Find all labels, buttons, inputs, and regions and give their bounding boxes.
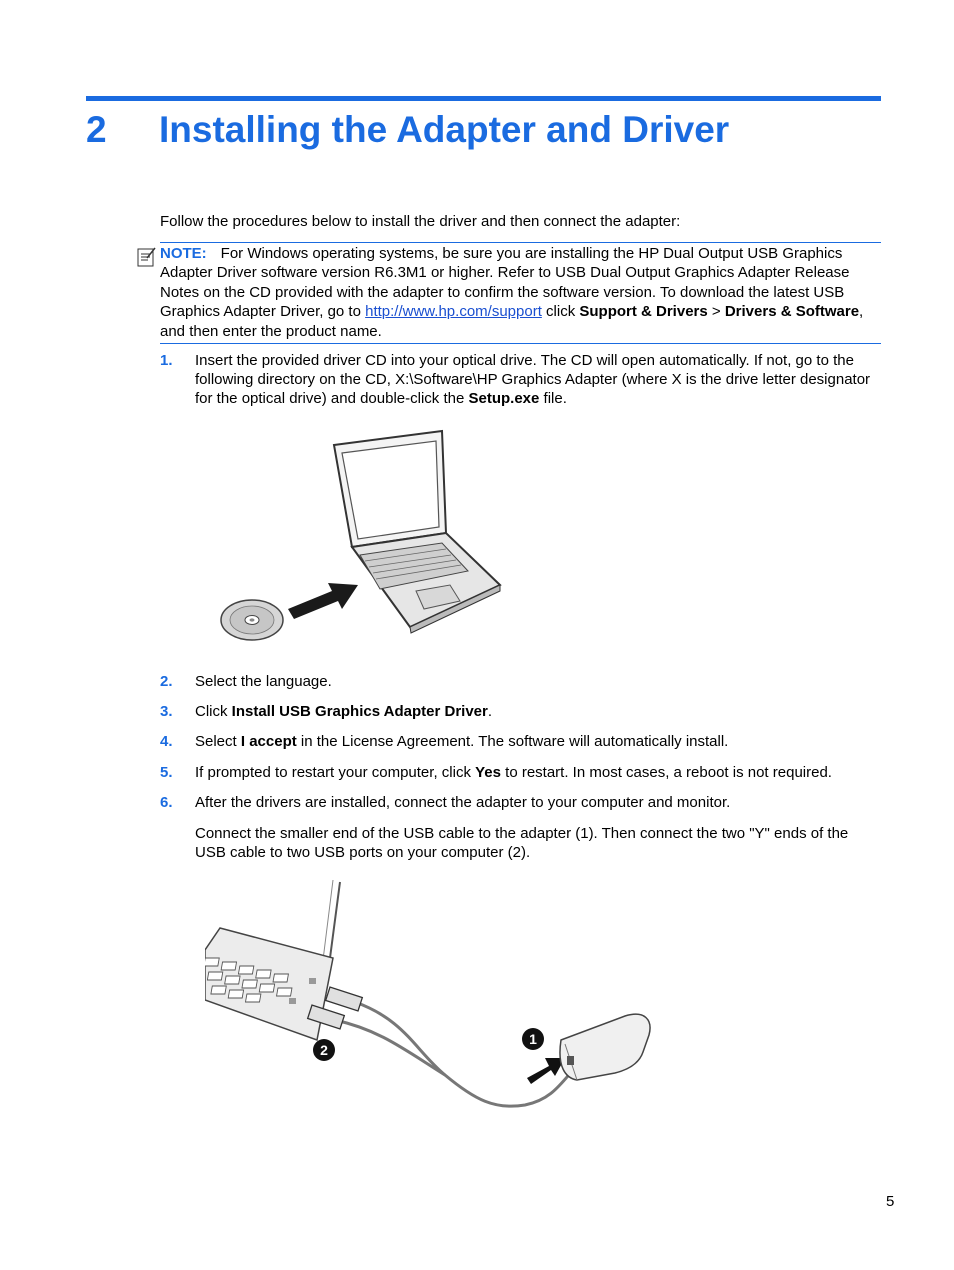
note-text-4: , and then enter the product name. — [160, 303, 864, 340]
step-number: 4. — [160, 733, 173, 750]
step-number: 1. — [160, 352, 173, 369]
chapter-heading — [86, 108, 729, 152]
step-text: If prompted to restart your computer, click — [195, 764, 476, 781]
note-icon — [136, 246, 158, 268]
chapter-rule — [86, 96, 881, 101]
note-bold-2: Drivers & Software — [724, 303, 860, 321]
step-2 — [160, 672, 881, 691]
cd-icon — [221, 600, 283, 640]
step-6 — [160, 793, 881, 812]
step-4 — [160, 732, 881, 751]
step-6-detail: Connect the smaller end of the USB cable to the adapter (1). Then connect the two "Y" ends of the USB cable to two USB ports on your computer (2). — [195, 825, 849, 861]
step-number: 2. — [160, 673, 173, 690]
note-bold-1: Support & Drivers — [579, 303, 708, 321]
callout-1-icon — [522, 1028, 544, 1050]
step-number: 6. — [160, 794, 173, 811]
step-bold: I accept — [240, 733, 297, 750]
step-text-end: to restart. In most cases, a reboot is not required. — [500, 764, 832, 781]
note-label: NOTE: — [160, 245, 207, 262]
step-text: Select — [195, 733, 241, 750]
step-1 — [160, 351, 881, 408]
step-text: Click — [195, 703, 232, 720]
usb-cable-icon — [335, 1002, 573, 1106]
chapter-title: Installing the Adapter and Driver — [159, 109, 730, 150]
step-bold: Yes — [475, 764, 501, 781]
laptop-icon — [334, 431, 500, 633]
arrow-icon — [527, 1058, 565, 1084]
step-3 — [160, 702, 881, 721]
step-bold: Setup.exe — [468, 390, 540, 407]
step-text: Select the language. — [195, 673, 332, 690]
callout-2-label: 2 — [320, 1042, 328, 1058]
note-text-3: > — [707, 303, 725, 321]
step-number: 3. — [160, 703, 173, 720]
step-number: 5. — [160, 764, 173, 781]
step-text: Insert the provided driver CD into your optical drive. The CD will open automatically. If not, go to the following directory on the CD, X:\Software\HP Graphics Adapter (where X is the drive letter designator for the optical drive) and double-click the — [195, 352, 871, 407]
usb-adapter-icon — [560, 1014, 650, 1080]
step-text-end: in the License Agreement. The software will automatically install. — [296, 733, 729, 750]
support-link[interactable]: http://www.hp.com/support — [365, 303, 542, 321]
note-text-2: click — [541, 303, 580, 321]
intro-text: Follow the procedures below to install the driver and then connect the adapter: — [160, 213, 681, 230]
callout-1-label: 1 — [529, 1031, 537, 1047]
step-text: After the drivers are installed, connect the adapter to your computer and monitor. — [195, 794, 731, 811]
step-5 — [160, 763, 881, 782]
step-text-end: . — [487, 703, 493, 720]
step-text-end: file. — [539, 390, 567, 407]
usb-connection-illustration — [205, 880, 665, 1125]
arrow-icon — [288, 583, 358, 619]
note-box — [160, 242, 881, 344]
laptop-cd-illustration — [210, 425, 510, 645]
callout-2-icon — [313, 1039, 335, 1061]
page-number: 5 — [886, 1193, 895, 1210]
note-text-1: For Windows operating systems, be sure you are installing the HP Dual Output USB Graphics Adapter Driver software version R6.3M1 or higher. Refer to USB Dual Output Graphics Adapter Release Notes on the CD provided with the adapter to confirm the software version. To download the latest USB Graphics Adapter Driver, go to — [160, 245, 850, 321]
step-bold: Install USB Graphics Adapter Driver — [231, 703, 488, 720]
chapter-number: 2 — [86, 109, 107, 150]
